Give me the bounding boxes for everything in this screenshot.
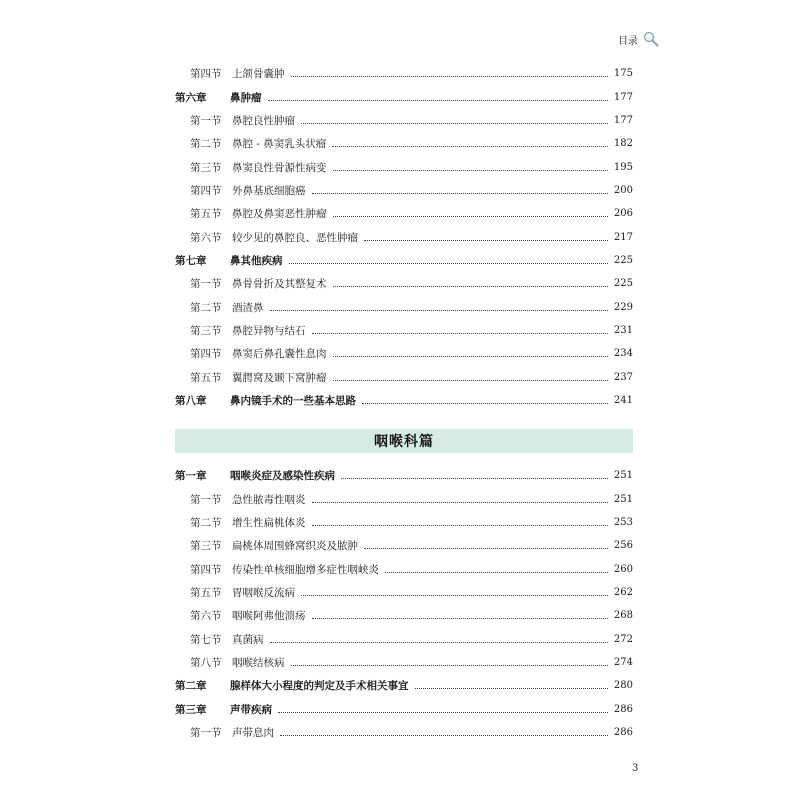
- dot-leader: [415, 688, 608, 689]
- toc-section-entry[interactable]: [175, 109, 633, 132]
- entry-title: 声带息肉: [232, 727, 274, 740]
- toc-chapter-entry[interactable]: [175, 698, 633, 721]
- toc-chapter-entry[interactable]: [175, 389, 633, 412]
- entry-title: 鼻腔及鼻窦恶性肿瘤: [232, 208, 327, 221]
- entry-page: 241: [613, 394, 633, 406]
- toc-section-entry[interactable]: [175, 62, 633, 85]
- entry-page: 251: [613, 493, 633, 505]
- dot-leader: [268, 100, 608, 101]
- dot-leader: [333, 356, 608, 357]
- part-banner: [175, 429, 633, 453]
- page-number: 3: [632, 763, 639, 774]
- dot-leader: [312, 525, 608, 526]
- entry-page: 280: [613, 680, 633, 692]
- dot-leader: [341, 478, 608, 479]
- dot-leader: [312, 502, 608, 503]
- dot-leader: [312, 193, 608, 194]
- dot-leader: [333, 170, 608, 171]
- entry-title: 酒渣鼻: [232, 301, 264, 314]
- dot-leader: [280, 735, 608, 736]
- toc-section-entry[interactable]: [175, 488, 633, 511]
- dot-leader: [332, 146, 608, 147]
- dot-leader: [291, 76, 608, 77]
- entry-number: 第六节: [190, 610, 222, 623]
- entry-title: 鼻窦良性骨源性病变: [232, 161, 327, 174]
- entry-title: 鼻内镜手术的一些基本思路: [230, 394, 356, 407]
- dot-leader: [301, 123, 608, 124]
- entry-number: 第四节: [190, 68, 222, 81]
- entry-number: 第一节: [190, 278, 222, 291]
- entry-title: 上颌骨囊肿: [232, 68, 285, 81]
- dot-leader: [333, 216, 608, 217]
- dot-leader: [364, 240, 608, 241]
- dot-leader: [291, 665, 608, 666]
- entry-page: 286: [613, 703, 633, 715]
- entry-number: 第八节: [190, 657, 222, 670]
- entry-page: 256: [613, 540, 633, 552]
- dot-leader: [270, 310, 608, 311]
- toc-group-nose: [175, 62, 633, 412]
- entry-page: 225: [613, 278, 633, 290]
- entry-title: 较少见的鼻腔良、恶性肿瘤: [232, 231, 358, 244]
- dot-leader: [278, 712, 608, 713]
- entry-page: 268: [613, 610, 633, 622]
- toc-section-entry[interactable]: [175, 179, 633, 202]
- entry-title: 咽喉阿弗他溃疡: [232, 610, 306, 623]
- entry-number: 第二节: [190, 138, 222, 151]
- entry-number: 第一节: [190, 114, 222, 127]
- page-header: [618, 30, 660, 48]
- dot-leader: [289, 263, 608, 264]
- entry-page: 225: [613, 254, 633, 266]
- dot-leader: [333, 380, 608, 381]
- header-label: 目录: [618, 35, 638, 47]
- toc-section-entry[interactable]: [175, 132, 633, 155]
- toc-section-entry[interactable]: [175, 225, 633, 248]
- entry-number: 第六节: [190, 231, 222, 244]
- entry-number: 第三节: [190, 540, 222, 553]
- toc-section-entry[interactable]: [175, 534, 633, 557]
- toc-section-entry[interactable]: [175, 581, 633, 604]
- dot-leader: [364, 548, 608, 549]
- entry-page: 206: [613, 208, 633, 220]
- toc-section-entry[interactable]: [175, 342, 633, 365]
- toc-chapter-entry[interactable]: [175, 85, 633, 108]
- toc-section-entry[interactable]: [175, 365, 633, 388]
- entry-number: 第四节: [190, 184, 222, 197]
- entry-page: 234: [613, 348, 633, 360]
- entry-title: 传染性单核细胞增多症性咽峡炎: [232, 563, 379, 576]
- entry-title: 鼻腔异物与结石: [232, 324, 306, 337]
- entry-title: 鼻窦后鼻孔囊性息肉: [232, 348, 327, 361]
- entry-number: 第七节: [190, 633, 222, 646]
- entry-page: 231: [613, 324, 633, 336]
- toc-section-entry[interactable]: [175, 604, 633, 627]
- entry-title: 鼻骨骨折及其整复术: [232, 278, 327, 291]
- entry-page: 177: [613, 91, 633, 103]
- dot-leader: [333, 286, 608, 287]
- entry-title: 咽喉结核病: [232, 657, 285, 670]
- entry-number: 第二节: [190, 301, 222, 314]
- entry-title: 腺样体大小程度的判定及手术相关事宜: [230, 680, 409, 693]
- entry-page: 200: [613, 184, 633, 196]
- entry-title: 胃咽喉反流病: [232, 587, 295, 600]
- entry-page: 272: [613, 633, 633, 645]
- toc-section-entry[interactable]: [175, 295, 633, 318]
- toc-group-throat: [175, 464, 633, 744]
- entry-title: 咽喉炎症及感染性疾病: [230, 470, 335, 483]
- entry-page: 182: [613, 138, 633, 150]
- entry-number: 第三节: [190, 324, 222, 337]
- toc-section-entry[interactable]: [175, 651, 633, 674]
- entry-title: 翼腭窝及颞下窝肿瘤: [232, 371, 327, 384]
- toc-chapter-entry[interactable]: [175, 464, 633, 487]
- entry-title: 鼻肿瘤: [230, 91, 262, 104]
- toc-section-entry[interactable]: [175, 272, 633, 295]
- toc-chapter-entry[interactable]: [175, 674, 633, 697]
- dot-leader: [270, 642, 608, 643]
- entry-page: 177: [613, 114, 633, 126]
- magnifier-icon: [642, 30, 660, 48]
- entry-page: 286: [613, 727, 633, 739]
- entry-page: 260: [613, 563, 633, 575]
- toc-section-entry[interactable]: [175, 202, 633, 225]
- entry-number: 第一章: [175, 470, 207, 483]
- entry-number: 第一节: [190, 493, 222, 506]
- table-of-contents: [175, 62, 633, 744]
- toc-section-entry[interactable]: [175, 319, 633, 342]
- entry-number: 第二章: [175, 680, 207, 693]
- toc-chapter-entry[interactable]: [175, 249, 633, 272]
- entry-page: 262: [613, 587, 633, 599]
- dot-leader: [362, 403, 608, 404]
- toc-section-entry[interactable]: [175, 628, 633, 651]
- toc-section-entry[interactable]: [175, 511, 633, 534]
- entry-page: 217: [613, 231, 633, 243]
- entry-number: 第一节: [190, 727, 222, 740]
- entry-title: 增生性扁桃体炎: [232, 517, 306, 530]
- entry-number: 第四节: [190, 348, 222, 361]
- entry-title: 鼻腔 - 鼻窦乳头状瘤: [232, 138, 327, 151]
- entry-title: 声带疾病: [230, 703, 272, 716]
- entry-number: 第五节: [190, 371, 222, 384]
- entry-number: 第六章: [175, 91, 207, 104]
- entry-title: 真菌病: [232, 633, 264, 646]
- dot-leader: [312, 618, 608, 619]
- dot-leader: [385, 572, 608, 573]
- entry-number: 第七章: [175, 254, 207, 267]
- toc-section-entry[interactable]: [175, 155, 633, 178]
- dot-leader: [312, 333, 608, 334]
- entry-number: 第五节: [190, 587, 222, 600]
- entry-number: 第四节: [190, 563, 222, 576]
- entry-page: 253: [613, 517, 633, 529]
- entry-page: 251: [613, 470, 633, 482]
- entry-page: 175: [613, 68, 633, 80]
- toc-section-entry[interactable]: [175, 558, 633, 581]
- entry-title: 鼻腔良性肿瘤: [232, 114, 295, 127]
- entry-page: 237: [613, 371, 633, 383]
- dot-leader: [301, 595, 608, 596]
- entry-number: 第三节: [190, 161, 222, 174]
- entry-page: 195: [613, 161, 633, 173]
- entry-title: 鼻其他疾病: [230, 254, 283, 267]
- entry-number: 第三章: [175, 703, 207, 716]
- entry-page: 229: [613, 301, 633, 313]
- toc-section-entry[interactable]: [175, 721, 633, 744]
- entry-title: 急性脓毒性咽炎: [232, 493, 306, 506]
- entry-page: 274: [613, 657, 633, 669]
- entry-title: 外鼻基底细胞癌: [232, 184, 306, 197]
- part-title: 咽喉科篇: [374, 434, 434, 451]
- entry-number: 第五节: [190, 208, 222, 221]
- entry-number: 第八章: [175, 394, 207, 407]
- entry-title: 扁桃体周围蜂窝织炎及脓肿: [232, 540, 358, 553]
- entry-number: 第二节: [190, 517, 222, 530]
